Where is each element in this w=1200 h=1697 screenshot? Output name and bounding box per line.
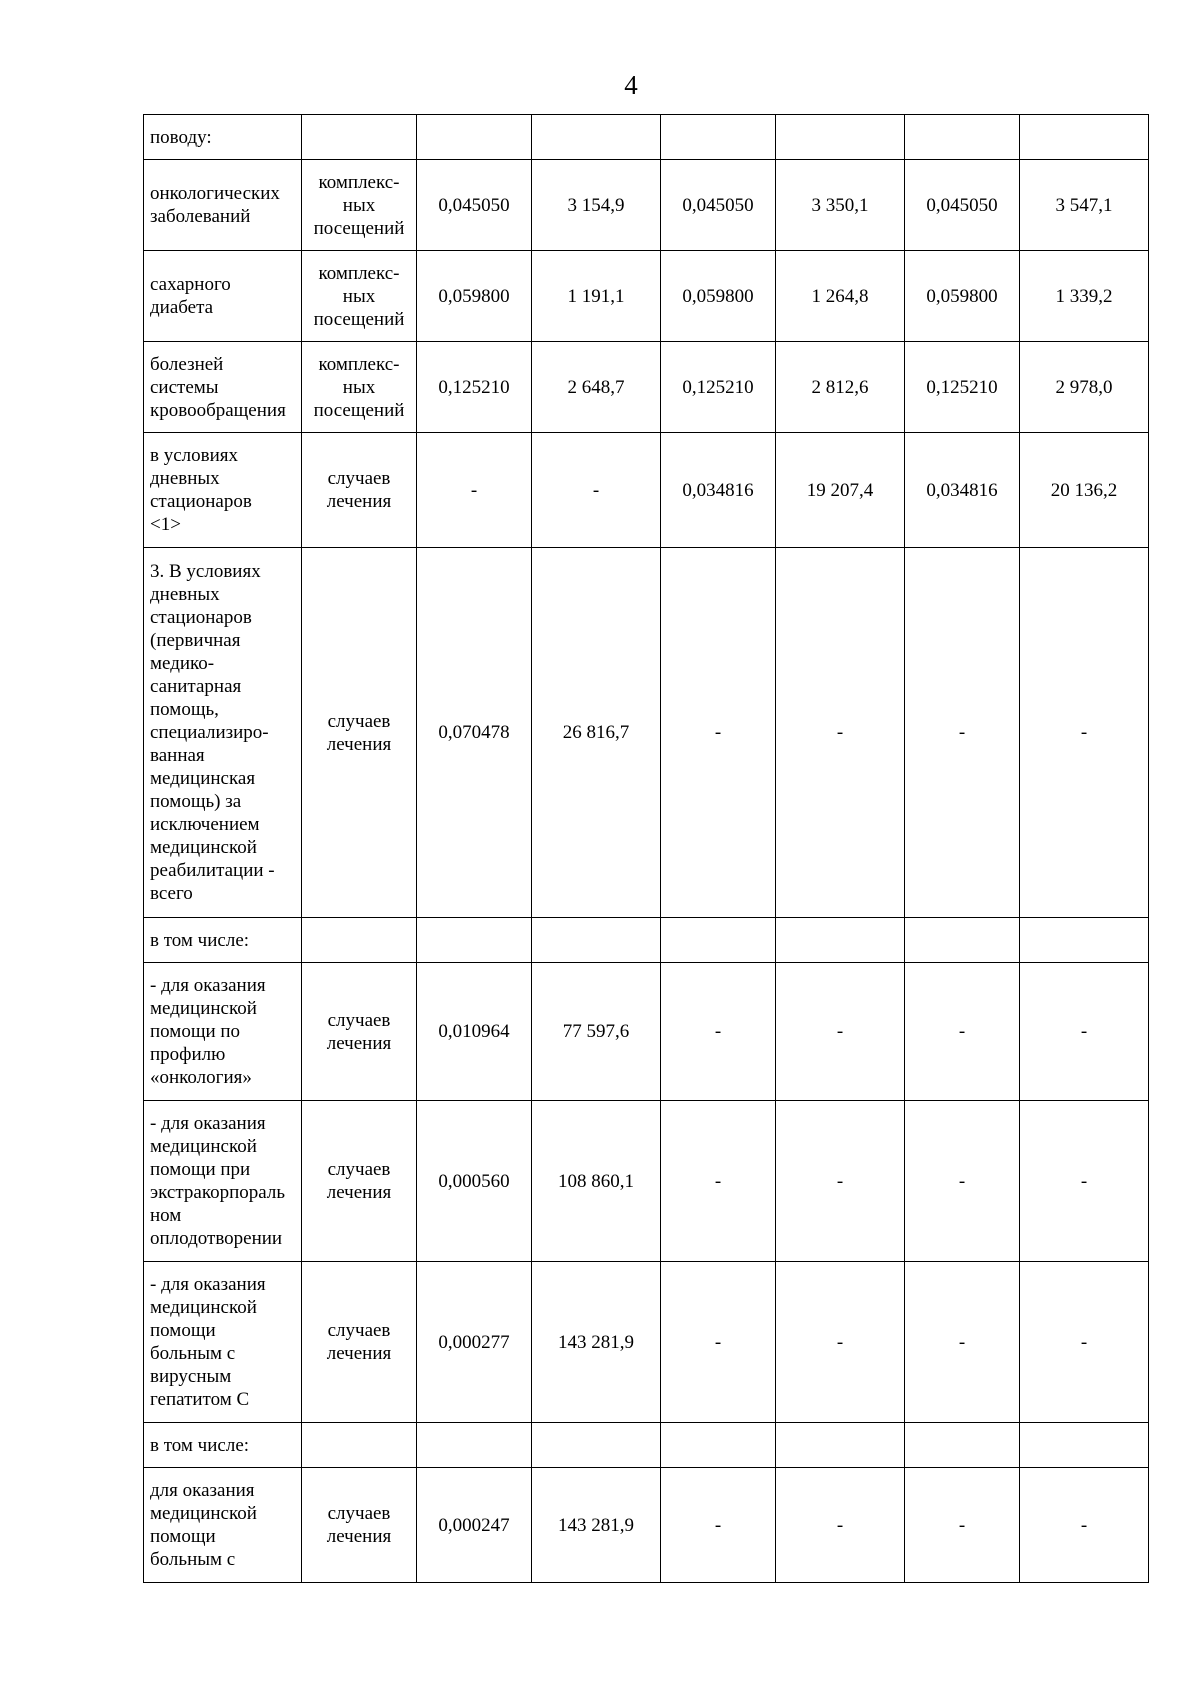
volume-norm-cell: -: [661, 1101, 776, 1262]
cost-norm-cell: -: [1020, 548, 1149, 918]
volume-norm-cell: [661, 115, 776, 160]
volume-norm-cell: -: [661, 1468, 776, 1583]
volume-norm-cell: -: [905, 1262, 1020, 1423]
cost-norm-cell: -: [776, 548, 905, 918]
volume-norm-cell: [417, 1423, 532, 1468]
volume-norm-cell: -: [905, 1468, 1020, 1583]
row-unit-cell: комплекс- ных посещений: [302, 160, 417, 251]
volume-norm-cell: [661, 918, 776, 963]
cost-norm-cell: -: [776, 963, 905, 1101]
cost-norm-cell: [1020, 1423, 1149, 1468]
table-row: [144, 251, 1149, 342]
cost-norm-cell: -: [1020, 963, 1149, 1101]
table-row: [144, 1423, 1149, 1468]
row-name-cell: в условиях дневных стационаров <1>: [144, 433, 302, 548]
row-name-cell: - для оказания медицинской помощи по профилю «онкология»: [144, 963, 302, 1101]
row-name-cell: в том числе:: [144, 918, 302, 963]
row-name-cell: сахарного диабета: [144, 251, 302, 342]
volume-norm-cell: -: [661, 1262, 776, 1423]
volume-norm-cell: 0,000560: [417, 1101, 532, 1262]
row-name-cell: в том числе:: [144, 1423, 302, 1468]
volume-norm-cell: 0,059800: [417, 251, 532, 342]
page-number: 4: [624, 70, 638, 100]
volume-norm-cell: [417, 918, 532, 963]
table-body: [144, 115, 1149, 1583]
volume-norm-cell: -: [905, 963, 1020, 1101]
row-unit-cell: случаев лечения: [302, 1468, 417, 1583]
cost-norm-cell: -: [1020, 1101, 1149, 1262]
row-unit-cell: комплекс- ных посещений: [302, 251, 417, 342]
row-name-cell: поводу:: [144, 115, 302, 160]
row-unit-cell: комплекс- ных посещений: [302, 342, 417, 433]
cost-norm-cell: 3 154,9: [532, 160, 661, 251]
row-unit-cell: случаев лечения: [302, 1101, 417, 1262]
row-name-cell: болезней системы кровообращения: [144, 342, 302, 433]
table-row: [144, 342, 1149, 433]
table-row: [144, 433, 1149, 548]
cost-norm-cell: 3 547,1: [1020, 160, 1149, 251]
volume-norm-cell: [417, 115, 532, 160]
volume-norm-cell: [905, 115, 1020, 160]
cost-norm-cell: 108 860,1: [532, 1101, 661, 1262]
volume-norm-cell: -: [905, 1101, 1020, 1262]
table-row: [144, 1101, 1149, 1262]
row-unit-cell: [302, 918, 417, 963]
volume-norm-cell: 0,034816: [661, 433, 776, 548]
row-name-cell: 3. В условиях дневных стационаров (первичная медико- санитарная помощь, специализиро- ванная медицинская помощь) за исключением медицинской реабилитации - всего: [144, 548, 302, 918]
cost-norm-cell: [1020, 918, 1149, 963]
table-row: [144, 115, 1149, 160]
volume-norm-cell: [661, 1423, 776, 1468]
volume-norm-cell: 0,059800: [905, 251, 1020, 342]
table-row: [144, 160, 1149, 251]
volume-norm-cell: [905, 918, 1020, 963]
volume-norm-cell: 0,034816: [905, 433, 1020, 548]
cost-norm-cell: 143 281,9: [532, 1262, 661, 1423]
cost-norm-cell: 19 207,4: [776, 433, 905, 548]
volume-norm-cell: 0,000277: [417, 1262, 532, 1423]
row-unit-cell: случаев лечения: [302, 963, 417, 1101]
cost-norm-cell: 143 281,9: [532, 1468, 661, 1583]
volume-norm-cell: -: [661, 963, 776, 1101]
row-name-cell: - для оказания медицинской помощи при экстракорпораль ном оплодотворении: [144, 1101, 302, 1262]
cost-norm-cell: 20 136,2: [1020, 433, 1149, 548]
volume-norm-cell: 0,010964: [417, 963, 532, 1101]
cost-norm-cell: 2 648,7: [532, 342, 661, 433]
volume-norm-cell: 0,125210: [905, 342, 1020, 433]
cost-norm-cell: 2 812,6: [776, 342, 905, 433]
cost-norm-cell: 77 597,6: [532, 963, 661, 1101]
cost-norm-cell: -: [532, 433, 661, 548]
volume-norm-cell: -: [661, 548, 776, 918]
table-row: [144, 1468, 1149, 1583]
cost-norm-cell: [1020, 115, 1149, 160]
table-row: [144, 1262, 1149, 1423]
volume-norm-cell: 0,070478: [417, 548, 532, 918]
cost-norm-cell: [776, 918, 905, 963]
volume-norm-cell: -: [417, 433, 532, 548]
volume-norm-cell: 0,000247: [417, 1468, 532, 1583]
volume-norm-cell: 0,059800: [661, 251, 776, 342]
cost-norm-cell: [532, 918, 661, 963]
cost-norm-cell: 26 816,7: [532, 548, 661, 918]
cost-norm-cell: -: [1020, 1468, 1149, 1583]
row-name-cell: - для оказания медицинской помощи больным с вирусным гепатитом С: [144, 1262, 302, 1423]
row-unit-cell: [302, 115, 417, 160]
cost-norm-cell: 3 350,1: [776, 160, 905, 251]
cost-norm-cell: -: [1020, 1262, 1149, 1423]
table-row: [144, 548, 1149, 918]
cost-norm-cell: [532, 1423, 661, 1468]
row-unit-cell: [302, 1423, 417, 1468]
row-name-cell: онкологических заболеваний: [144, 160, 302, 251]
row-unit-cell: случаев лечения: [302, 548, 417, 918]
volume-norm-cell: 0,045050: [661, 160, 776, 251]
volume-norm-cell: 0,045050: [417, 160, 532, 251]
cost-norm-cell: 2 978,0: [1020, 342, 1149, 433]
cost-norm-cell: [776, 115, 905, 160]
volume-norm-cell: [905, 1423, 1020, 1468]
row-unit-cell: случаев лечения: [302, 433, 417, 548]
cost-norm-cell: 1 191,1: [532, 251, 661, 342]
volume-norm-cell: -: [905, 548, 1020, 918]
cost-norm-cell: 1 264,8: [776, 251, 905, 342]
cost-norm-cell: -: [776, 1101, 905, 1262]
cost-norm-cell: 1 339,2: [1020, 251, 1149, 342]
cost-norm-cell: [532, 115, 661, 160]
volume-norm-cell: 0,045050: [905, 160, 1020, 251]
volume-norm-cell: 0,125210: [417, 342, 532, 433]
standards-table: [143, 114, 1149, 1583]
table-row: [144, 918, 1149, 963]
table-row: [144, 963, 1149, 1101]
cost-norm-cell: -: [776, 1468, 905, 1583]
row-name-cell: для оказания медицинской помощи больным с: [144, 1468, 302, 1583]
cost-norm-cell: [776, 1423, 905, 1468]
cost-norm-cell: -: [776, 1262, 905, 1423]
volume-norm-cell: 0,125210: [661, 342, 776, 433]
row-unit-cell: случаев лечения: [302, 1262, 417, 1423]
